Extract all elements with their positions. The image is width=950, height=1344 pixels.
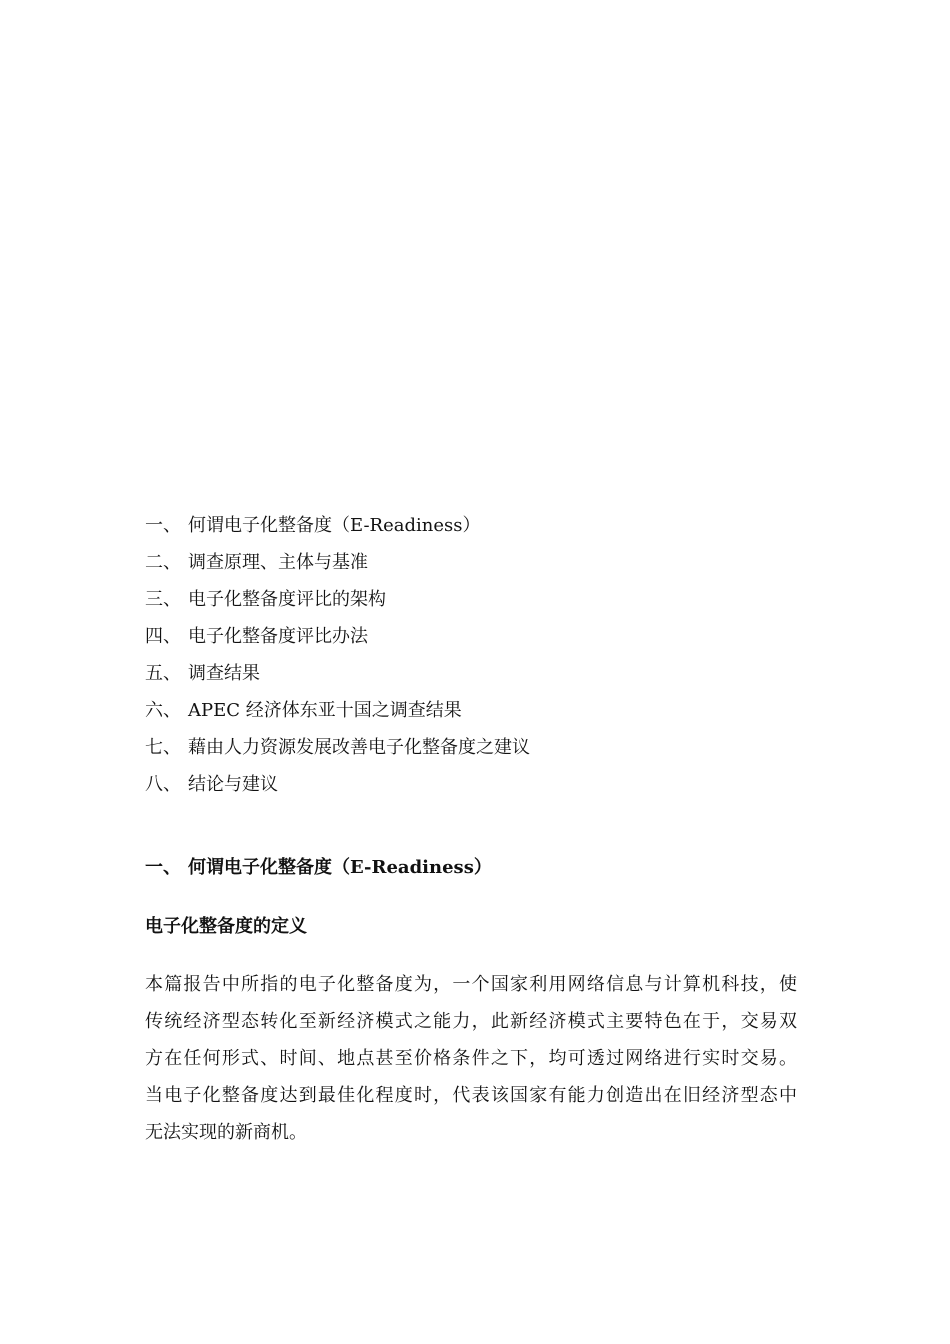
toc-item [145,733,845,770]
paragraph-line: 传统经济型态转化至新经济模式之能力，此新经济模式主要特色在于，交易双 [145,1011,797,1032]
body-paragraph [145,966,797,1151]
paragraph-line: 方在任何形式、时间、地点甚至价格条件之下，均可透过网络进行实时交易。 [145,1048,797,1069]
paragraph-line: 当电子化整备度达到最佳化程度时，代表该国家有能力创造出在旧经济型态中 [145,1085,797,1106]
section-number: 一、 [145,857,181,878]
toc-item-label: 结论与建议 [188,774,278,795]
toc-item-label: 何谓电子化整备度（E-Readiness） [188,515,481,536]
subsection-heading: 电子化整备度的定义 [145,916,307,937]
paragraph-line: 无法实现的新商机。 [145,1122,307,1143]
toc-item [145,770,845,807]
toc-item-number: 一、 [145,515,181,536]
paragraph-line: 本篇报告中所指的电子化整备度为，一个国家利用网络信息与计算机科技，使 [145,974,797,995]
toc-item-number: 六、 [145,700,181,721]
toc-item [145,659,845,696]
toc-item-number: 七、 [145,737,181,758]
toc-item-number: 二、 [145,552,181,573]
toc-item [145,548,845,585]
toc-item-label: 调查原理、主体与基准 [188,552,368,573]
toc-item-number: 五、 [145,663,181,684]
toc-item [145,622,845,659]
toc-item [145,696,845,733]
toc-item [145,585,845,622]
table-of-contents [145,511,845,807]
toc-item [145,511,845,548]
toc-item-number: 三、 [145,589,181,610]
toc-item-number: 四、 [145,626,181,647]
toc-item-number: 八、 [145,774,181,795]
toc-item-label: 调查结果 [188,663,260,684]
section-title: 何谓电子化整备度（E-Readiness） [188,857,492,878]
toc-item-label: 藉由人力资源发展改善电子化整备度之建议 [188,737,530,758]
section-heading [145,853,492,883]
toc-item-label: APEC 经济体东亚十国之调查结果 [188,700,462,721]
toc-item-label: 电子化整备度评比办法 [188,626,368,647]
toc-item-label: 电子化整备度评比的架构 [188,589,386,610]
